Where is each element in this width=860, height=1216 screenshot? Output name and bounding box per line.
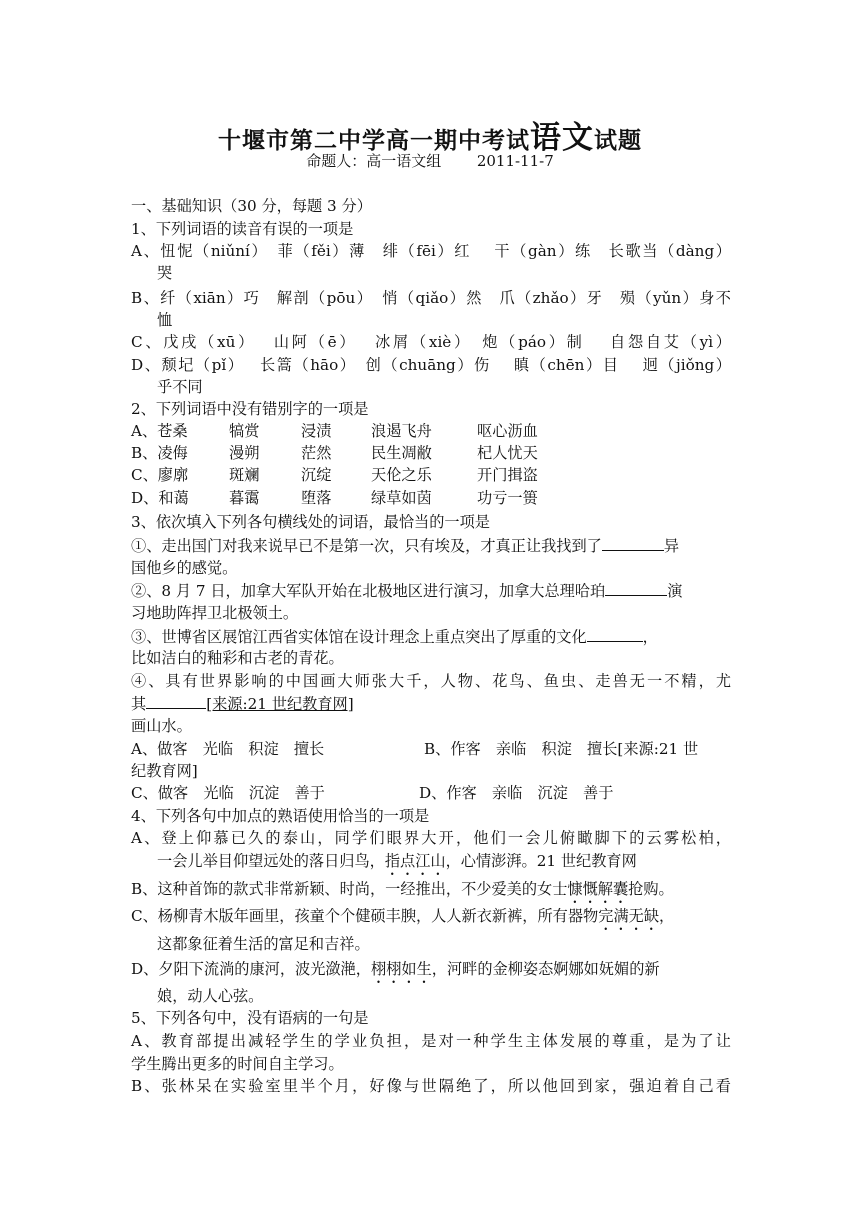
q4-text: ， [659, 907, 675, 925]
q3-text: 其 [131, 695, 147, 713]
fill-blank [146, 693, 206, 709]
q4-option-a-cont [157, 851, 757, 879]
q3-option-c: C、做客 光临 沉淀 善于 [131, 784, 325, 802]
q2-option-row [131, 465, 731, 485]
subtitle-author: 命题人：高一语文组 [306, 152, 442, 170]
q3-sentence-4-cont [131, 693, 731, 714]
q2-cell: 沉绽 [301, 466, 332, 484]
subtitle-date: 2011-11-7 [476, 152, 554, 170]
q4-option-c-cont: 这都象征着生活的富足和吉祥。 [157, 935, 370, 953]
fill-blank [605, 580, 667, 596]
q4-stem: 4、下列各句中加点的熟语使用恰当的一项是 [131, 807, 430, 825]
emphasized-idiom: 栩栩如生 [371, 960, 432, 978]
q3-sentence-1-cont: 国他乡的感觉。 [131, 559, 238, 577]
q1-option-b: B、纤（xiān）巧 解剖（pōu） 悄（qiǎo）然 爪（zhǎo）牙 殒（yǔn）身不 [131, 289, 731, 307]
q2-cell: D、和蔼 [131, 489, 189, 507]
q3-sentence-3-cont: 比如洁白的釉彩和古老的青花。 [131, 649, 344, 667]
emphasized-idiom: 指点江山 [384, 852, 446, 870]
q1-option-d-cont: 乎不同 [157, 378, 203, 396]
q3-sentence-4: ④、具有世界影响的中国画大师张大千，人物、花鸟、鱼虫、走兽无一不精，尤 [131, 672, 731, 690]
q2-option-row [131, 421, 731, 441]
q4-text: C、杨柳青木版年画里，孩童个个健硕丰腴，人人新衣新裤，所有器物 [131, 907, 599, 925]
q2-cell: 堕落 [301, 489, 332, 507]
q2-cell: 民生凋敝 [371, 444, 432, 462]
q2-option-row [131, 443, 731, 463]
q3-option-b-cont: 纪教育网] [131, 762, 198, 780]
q3-text: ①、走出国门对我来说早已不是第一次，只有埃及，才真正让我找到了 [131, 537, 602, 555]
q4-option-b [131, 879, 731, 907]
q3-text: ②、8 月 7 日，加拿大军队开始在北极地区进行演习，加拿大总理哈珀 [131, 582, 606, 600]
fill-blank [602, 535, 664, 551]
q5-stem: 5、下列各句中，没有语病的一句是 [131, 1009, 369, 1027]
q4-text: D、夕阳下流淌的康河，波光潋滟， [131, 960, 371, 978]
q3-sentence-2 [131, 580, 731, 601]
q2-cell: 呕心沥血 [477, 422, 538, 440]
q2-cell: 天伦之乐 [371, 466, 432, 484]
q2-cell: 杞人忧天 [477, 444, 538, 462]
q2-cell: 犒赏 [229, 422, 260, 440]
q2-cell: 开门揖盗 [477, 466, 538, 484]
q2-cell: 斑斓 [229, 466, 260, 484]
q2-cell: 功亏一篑 [477, 489, 538, 507]
title-part3: 试题 [594, 127, 642, 154]
q5-option-a-cont: 学生腾出更多的时间自主学习。 [131, 1055, 344, 1073]
title-part2: 语文 [530, 120, 594, 156]
q1-option-b-cont: 恤 [157, 311, 173, 329]
q3-option-a: A、做客 光临 积淀 擅长 [131, 740, 325, 758]
q5-option-b: B、张林呆在实验室里半个月，好像与世隔绝了，所以他回到家，强迫着自己看 [131, 1077, 731, 1095]
q2-cell: 绿草如茵 [371, 489, 432, 507]
q1-option-c: C、戊戌（xū） 山阿（ē） 冰屑（xiè） 炮（páo）制 自怨自艾（yì） [131, 333, 731, 351]
emphasized-idiom: 完满无缺 [598, 907, 659, 925]
q4-option-c [131, 906, 731, 934]
q1-option-a-cont: 哭 [157, 264, 173, 282]
q3-stem: 3、依次填入下列各句横线处的词语，最恰当的一项是 [131, 513, 490, 531]
q2-cell: A、苍桑 [131, 422, 188, 440]
q2-cell: 浪遏飞舟 [371, 422, 432, 440]
section-heading: 一、基础知识（30 分，每题 3 分） [131, 197, 372, 215]
q1-option-d: D、颓圮（pǐ） 长篙（hāo） 创（chuāng）伤 瞋（chēn）目 迥（jiǒng） [131, 356, 731, 374]
q3-options-cd [131, 783, 731, 803]
q3-sentence-4-end: 画山水。 [131, 717, 192, 735]
q2-cell: 暮霭 [229, 489, 260, 507]
q1-stem: 1、下列词语的读音有误的一项是 [131, 220, 354, 238]
q4-option-a: A、登上仰慕已久的泰山，同学们眼界大开，他们一会儿俯瞰脚下的云雾松柏， [131, 829, 731, 847]
q4-text: ，心情澎湃。21 世纪教育网 [445, 852, 637, 870]
q4-text: B、这种首饰的款式非常新颖、时尚，一经推出，不少爱美的女士 [131, 880, 568, 898]
q4-text: ，河畔的金柳姿态婀娜如妩媚的新 [431, 960, 660, 978]
q3-sentence-2-cont: 习地助阵捍卫北极领土。 [131, 604, 299, 622]
q1-option-a: A、忸怩（niǔní） 菲（fěi）薄 绯（fēi）红 干（gàn）练 长歌当（dàng） [131, 242, 731, 260]
source-watermark: [来源:21 世纪教育网] [206, 695, 354, 713]
q3-option-d: D、作客 亲临 沉淀 善于 [419, 784, 614, 802]
q2-stem: 2、下列词语中没有错别字的一项是 [131, 400, 369, 418]
q2-cell: 漫朔 [229, 444, 260, 462]
q2-cell: C、廖廓 [131, 466, 189, 484]
q3-option-b: B、作客 亲临 积淀 擅长[来源:21 世 [424, 740, 699, 758]
subtitle [0, 150, 860, 171]
q2-cell: B、凌侮 [131, 444, 188, 462]
q3-sentence-1 [131, 535, 731, 556]
q2-cell: 浸渍 [301, 422, 332, 440]
fill-blank [587, 626, 643, 642]
q3-text: ③、世博省区展馆江西省实体馆在设计理念上重点突出了厚重的文化 [131, 628, 587, 646]
q3-options-ab [131, 739, 731, 759]
q2-option-row [131, 488, 731, 508]
q5-option-a: A、教育部提出减轻学生的学业负担，是对一种学生主体发展的尊重，是为了让 [131, 1032, 731, 1050]
q3-text: ， [642, 628, 658, 646]
q4-text: 一会儿举目仰望远处的落日归鸟， [157, 852, 385, 870]
q3-text: 异 [663, 537, 679, 555]
title-part1: 十堰市第二中学高一期中考试 [218, 127, 530, 154]
q4-option-d-cont: 娘，动人心弦。 [157, 987, 264, 1005]
q3-sentence-3 [131, 626, 731, 647]
q4-option-d [131, 959, 731, 987]
q4-text: 抢购。 [628, 880, 674, 898]
emphasized-idiom: 慷慨解囊 [567, 880, 629, 898]
q2-cell: 茫然 [301, 444, 332, 462]
q3-text: 演 [667, 582, 683, 600]
